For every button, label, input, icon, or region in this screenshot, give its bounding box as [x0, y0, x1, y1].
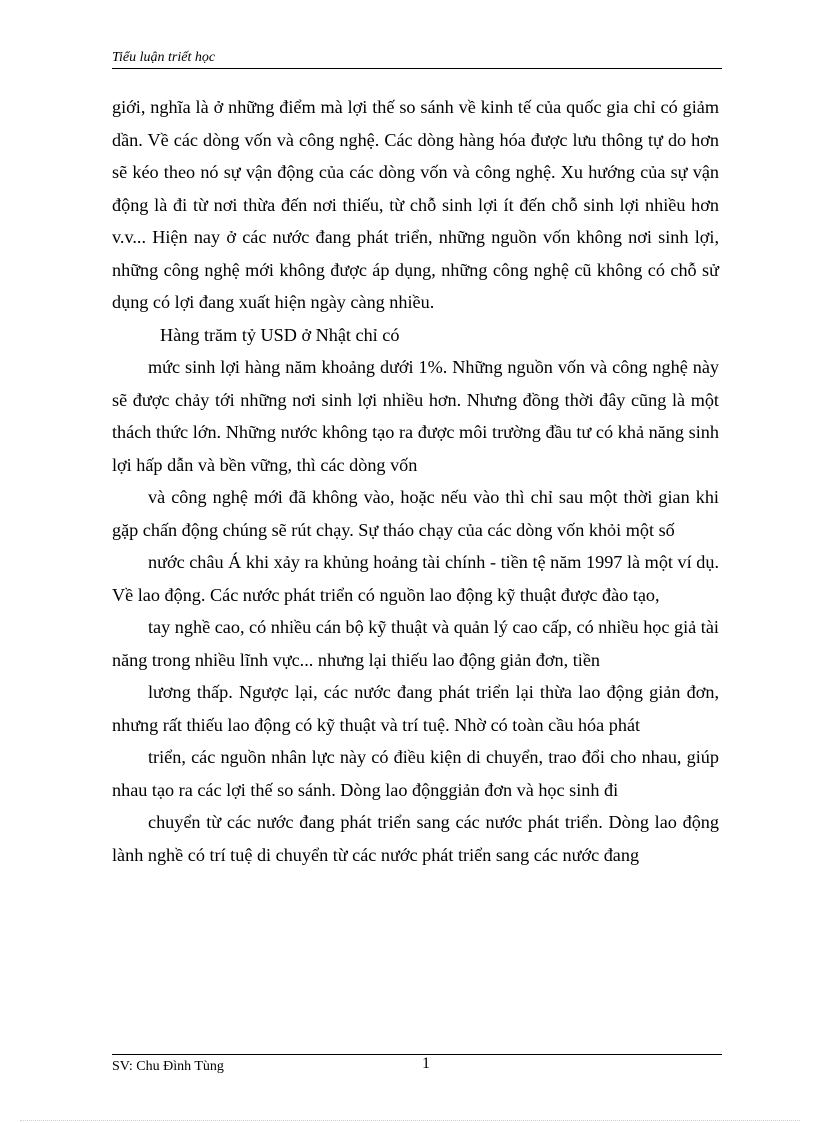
document-body — [112, 91, 719, 871]
page-edge-divider — [20, 1120, 800, 1121]
paragraph: lương thấp. Ngược lại, các nước đang phát triển lại thừa lao động giản đơn, nhưng rất thiếu lao động có kỹ thuật và trí tuệ. Nhờ có toàn cầu hóa phát — [112, 682, 719, 735]
paragraph: triển, các nguồn nhân lực này có điều kiện di chuyển, trao đổi cho nhau, giúp nhau tạo ra các lợi thế so sánh. Dòng lao độnggiản đơn và học sinh đi — [112, 747, 719, 800]
paragraph: Hàng trăm tỷ USD ở Nhật chỉ có — [160, 324, 400, 345]
paragraph: chuyển từ các nước đang phát triển sang các nước phát triển. Dòng lao động lành nghề có trí tuệ di chuyển từ các nước phát triển sang các nước đang — [112, 812, 719, 865]
paragraph: tay nghề cao, có nhiều cán bộ kỹ thuật và quản lý cao cấp, có nhiều học giả tài năng trong nhiều lĩnh vực... nhưng lại thiếu lao động giản đơn, tiền — [112, 617, 719, 670]
page-number: 1 — [422, 1055, 430, 1072]
header-title: Tiểu luận triết học — [112, 50, 216, 65]
paragraph: giới, nghĩa là ở những điểm mà lợi thế so sánh về kinh tế của quốc gia chỉ có giảm dần. Về các dòng vốn và công nghệ. Các dòng hàng hóa được lưu thông tự do hơn sẽ kéo theo nó sự vận động của các dòng vốn và công nghệ. Xu hướng của sự vận động là đi từ nơi thừa đến nơi thiếu, từ chỗ sinh lợi ít đến chỗ sinh lợi nhiều hơn v.v... Hiện nay ở các nước đang phát triển, những nguồn vốn không nơi sinh lợi, những công nghệ mới không được áp dụng, những công nghệ cũ không có chỗ sử dụng có lợi đang xuất hiện ngày càng nhiều. — [112, 97, 719, 312]
paragraph: nước châu Á khi xảy ra khủng hoảng tài chính - tiền tệ năm 1997 là một ví dụ. Về lao động. Các nước phát triển có nguồn lao động kỹ thuật được đào tạo, — [112, 552, 719, 605]
footer-divider — [112, 1054, 722, 1055]
paragraph: và công nghệ mới đã không vào, hoặc nếu vào thì chỉ sau một thời gian khi gặp chấn động chúng sẽ rút chạy. Sự tháo chạy của các dòng vốn khỏi một số — [112, 487, 719, 540]
paragraph: mức sinh lợi hàng năm khoảng dưới 1%. Những nguồn vốn và công nghệ này sẽ được chảy tới những nơi sinh lợi nhiều hơn. Nhưng đồng thời đây cũng là một thách thức lớn. Những nước không tạo ra được môi trường đầu tư có khả năng sinh lợi hấp dẫn và bền vững, thì các dòng vốn — [112, 357, 719, 475]
page-header — [112, 48, 722, 69]
footer-author: SV: Chu Đình Tùng — [112, 1059, 224, 1074]
